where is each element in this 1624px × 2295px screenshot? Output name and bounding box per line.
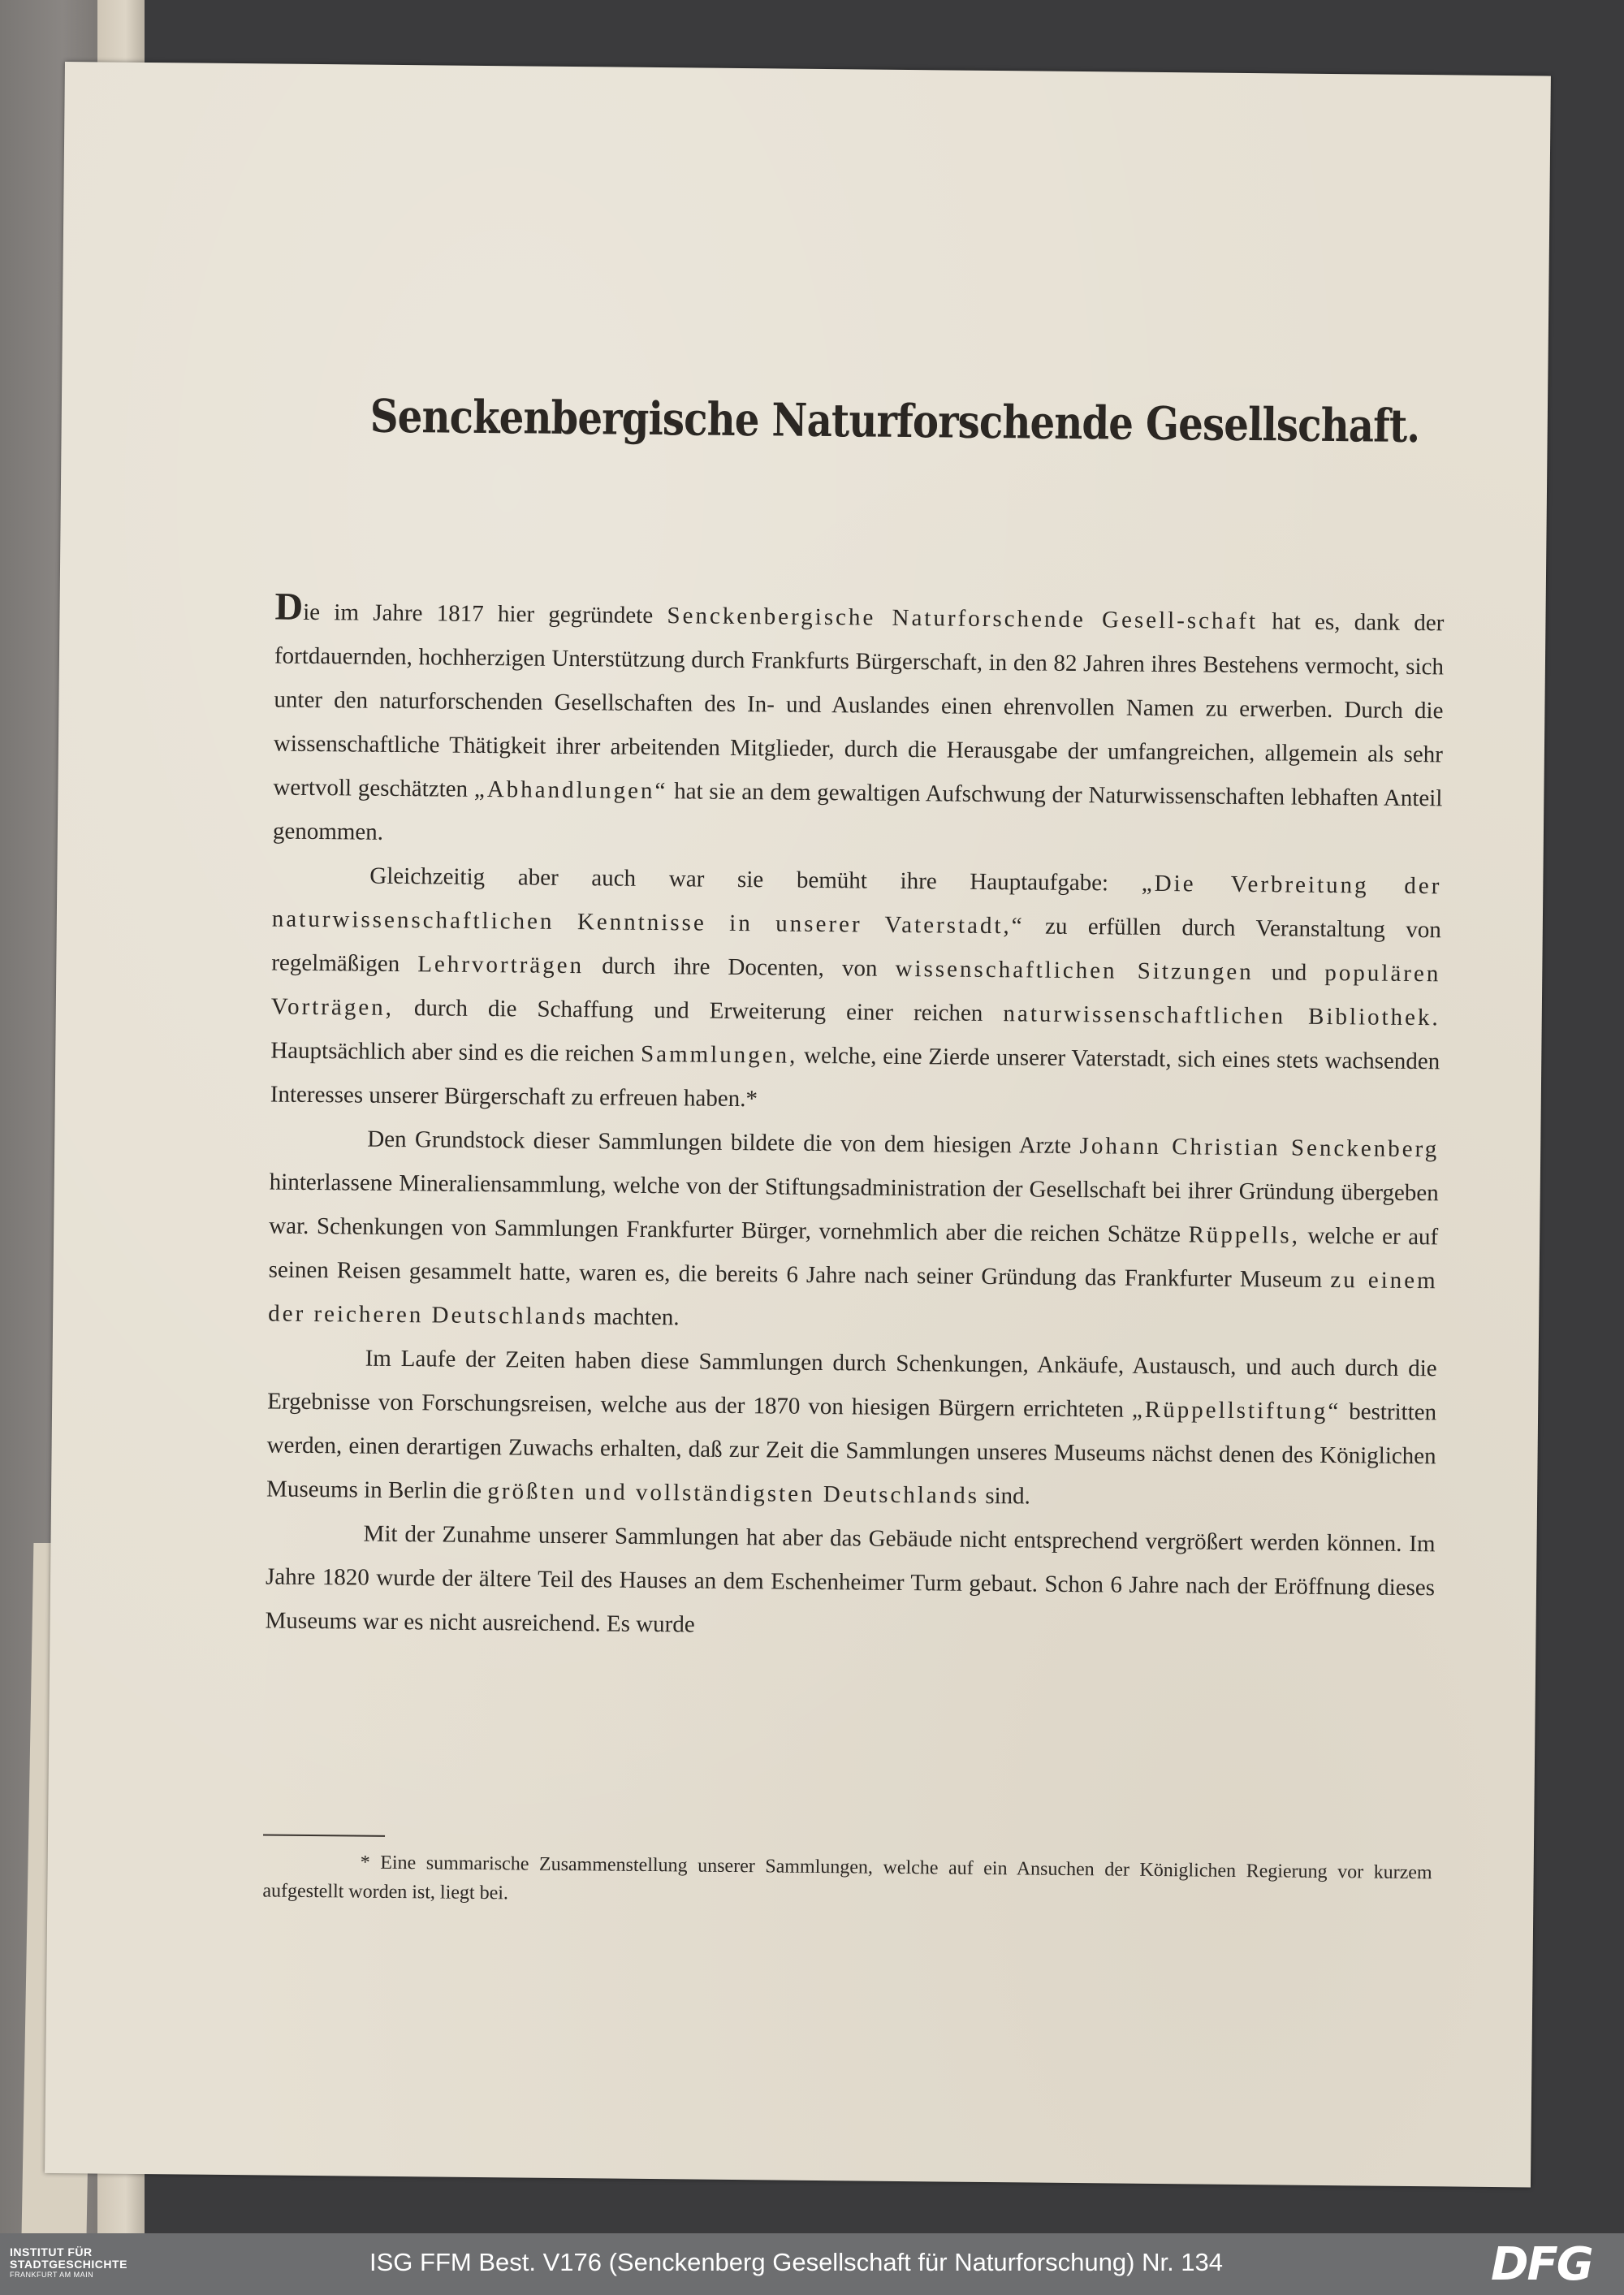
spaced-text: größten und vollständigsten Deutschlands [487,1478,980,1509]
spaced-text: Senckenbergische Naturforschende Gesell-schaft [667,603,1259,635]
spaced-text: zu einem der reicheren Deutschlands [268,1267,1438,1330]
footnote-divider [263,1834,385,1836]
text-run: Im Laufe der Zeiten haben diese Sammlungen durch Schenkungen, Ankäufe, Austausch, und auch durch die Ergebnisse von Forschungsreisen, welche aus der 1870 von hiesigen Bürgern errichteten [267,1345,1437,1423]
spaced-text: „Abhandlungen“ [473,776,668,805]
footnote: * Eine summarische Zusammenstellung unserer Sammlungen, welche auf ein Ansuchen der Königlichen Regierung vor kurzem aufgestellt worden ist, liegt bei. [262,1852,1432,1904]
text-run: ie im Jahre 1817 hier gegründete [303,599,667,629]
text-run: Hauptsächlich aber sind es die reichen [270,1037,641,1067]
text-run: und [1253,959,1325,986]
text-run: hinterlassene Mineraliensammlung, welche von der Stiftungsadministration der Gesellschaft bei ihrer Gründung übergeben war. Schenkungen von Sammlungen Frankfurter Bürger, vornehmlich aber die reichen Schätze [269,1169,1439,1248]
drop-cap: D [274,585,304,629]
text-run: Gleichzeitig aber auch war sie bemüht ihre Hauptaufgabe: [369,862,1142,897]
shelfmark: ISG FFM Best. V176 (Senckenberg Gesellschaft für Naturforschung) Nr. 134 [369,2248,1224,2276]
page-title: Senckenbergische Naturforschende Gesellschaft. [369,389,1420,454]
text-run: sind. [978,1482,1031,1510]
spaced-text: Rüppells, [1188,1221,1301,1249]
text-run: Mit der Zunahme unserer Sammlungen hat aber das Gebäude nicht entsprechend vergrößert werden können. Im Jahre 1820 wurde der ältere Teil des Hauses an dem Eschenheimer Turm gebaut. Schon 6 Jahre nach der Eröffnung dieses Museums war es nicht ausreichend. Es wurde [265,1520,1436,1638]
spaced-text: naturwissenschaftlichen Bibliothek. [1003,1001,1440,1031]
spaced-text: Lehrvorträgen [417,951,585,979]
text-run: hat es, dank der fortdauernden, hochherzigen Unterstützung durch Frankfurts Bürgerschaft, in den 82 Jahren ihres Bestehens vermocht, sich unter den naturforschenden Gesellschaften des In- und Auslandes einen ehrenvollen Namen zu erwerben. Durch die wissenschaftliche Thätigkeit ihrer arbeitenden Mitglieder, durch die Herausgabe der umfangreichen, allgemein als sehr wertvoll geschätzten [273,608,1445,802]
paragraph-1 [272,585,1445,865]
text-run: welche, eine Zierde unserer Vaterstadt, sich eines stets wachsenden Interesses unserer Bürgerschaft zu erfreuen haben.* [270,1042,1440,1113]
text-run: bestritten werden, einen derartigen Zuwachs erhalten, daß zur Zeit die Sammlungen unseres Museums nächst denen des Königlichen Museums in Berlin die [266,1398,1437,1505]
spaced-text: Johann Christian Senckenberg [1079,1133,1440,1163]
text-run: zu erfüllen durch Veranstaltung von regelmäßigen [271,913,1441,978]
text-run: durch ihre Docenten, von [583,953,896,982]
spaced-text: Sammlungen, [640,1040,798,1069]
spaced-text: wissenschaftlichen Sitzungen [895,955,1254,986]
paragraph-4 [266,1335,1437,1522]
text-run: durch die Schaffung und Erweiterung einer reichen [393,994,1004,1027]
body-text [265,585,1445,1654]
text-run: hat sie an dem gewaltigen Aufschwung der Naturwissenschaften lebhaften Anteil genommen. [272,778,1443,845]
paragraph-2 [270,853,1442,1127]
institute-logo-line: FRANKFURT AM MAIN [10,2271,94,2279]
dfg-logo: DFG [1491,2238,1592,2291]
paragraph-5 [265,1511,1435,1653]
document-page [45,62,1551,2187]
text-run: machten. [587,1303,680,1331]
paragraph-3 [268,1116,1440,1346]
spaced-text: „Die Verbreitung der naturwissenschaftlichen Kenntnisse in unserer Vaterstadt,“ [271,870,1442,940]
institute-logo [10,2246,164,2280]
text-run: welche er auf seinen Reisen gesammelt hatte, waren es, die bereits 6 Jahre nach seiner Gründung das Frankfurter Museum [268,1222,1439,1294]
spaced-text: populären Vorträgen, [270,959,1441,1021]
text-run: Den Grundstock dieser Sammlungen bildete die von dem hiesigen Arzte [367,1126,1080,1160]
spaced-text: „Rüppellstiftung“ [1131,1396,1341,1425]
institute-logo-line: STADTGESCHICHTE [10,2258,127,2271]
institute-logo-line: INSTITUT FÜR [10,2245,93,2258]
